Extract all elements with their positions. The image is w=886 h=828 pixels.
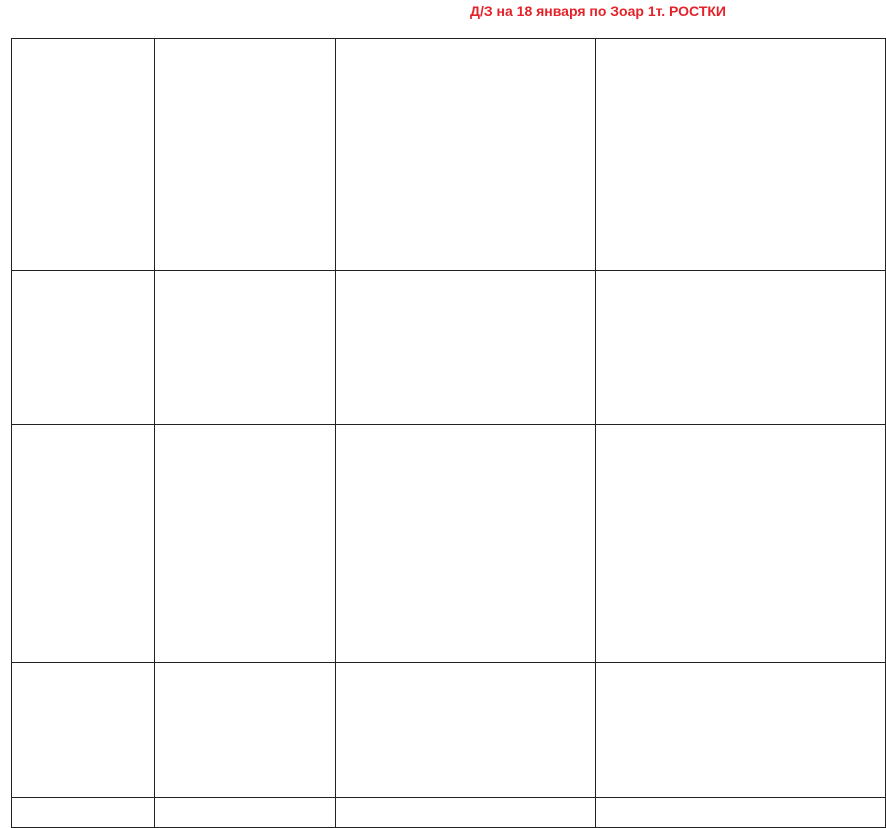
table-row: [12, 271, 886, 425]
table-row: [12, 39, 886, 271]
zohar-table: [11, 38, 886, 828]
table-row: [12, 425, 886, 663]
page-title: Д/З на 18 января по Зоар 1т. РОСТКИ: [470, 3, 726, 19]
table-row: [12, 798, 886, 828]
table-row: [12, 663, 886, 798]
